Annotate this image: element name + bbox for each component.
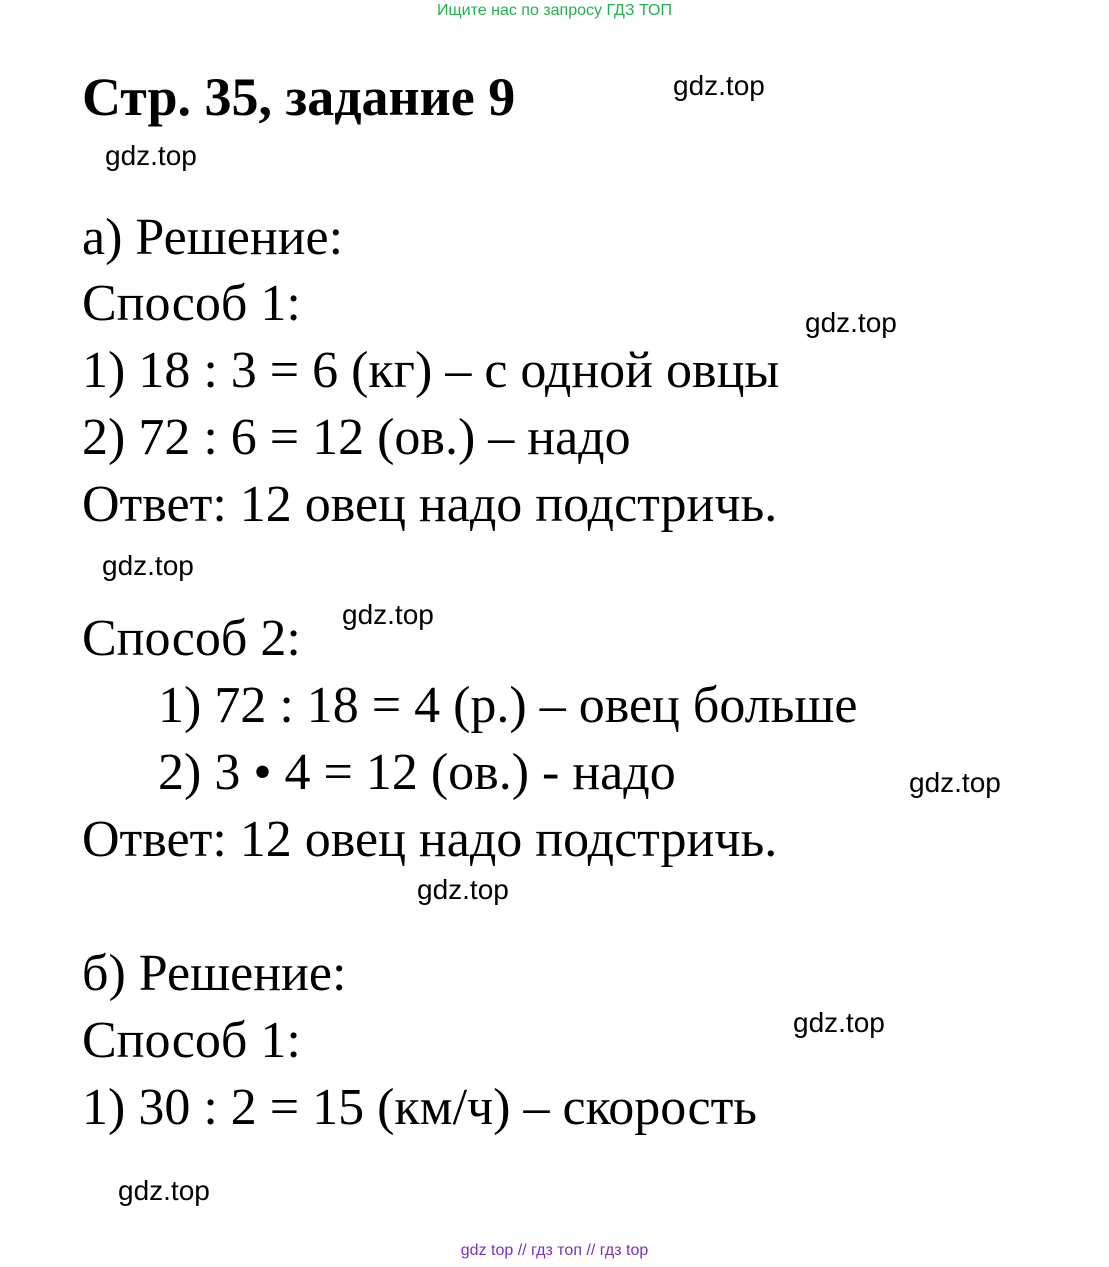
- section-a-method1-label: Способ 1:: [82, 275, 301, 332]
- section-b-method1-label: Способ 1:: [82, 1012, 301, 1069]
- section-a-method2-step1: 1) 72 : 18 = 4 (р.) – овец больше: [158, 677, 858, 734]
- section-a-method1-step1: 1) 18 : 3 = 6 (кг) – с одной овцы: [82, 342, 780, 399]
- section-a-method1-answer: Ответ: 12 овец надо подстричь.: [82, 476, 778, 533]
- watermark: gdz.top: [805, 307, 897, 338]
- watermark: gdz.top: [417, 874, 509, 905]
- watermark: gdz.top: [673, 70, 765, 101]
- watermark: gdz.top: [118, 1175, 210, 1206]
- watermark: gdz.top: [909, 767, 1001, 798]
- section-a-method2-step2: 2) 3 • 4 = 12 (ов.) - надо: [158, 744, 676, 801]
- watermark: gdz.top: [105, 140, 197, 171]
- page-title: Стр. 35, задание 9: [82, 67, 516, 127]
- watermark: gdz.top: [102, 550, 194, 581]
- section-a-method2-label: Способ 2:: [82, 610, 301, 667]
- section-a-method1-step2: 2) 72 : 6 = 12 (ов.) – надо: [82, 409, 631, 466]
- watermark: gdz.top: [342, 599, 434, 630]
- section-b-heading: б) Решение:: [82, 945, 347, 1002]
- header-note: Ищите нас по запросу ГДЗ ТОП: [437, 2, 672, 19]
- section-a-heading: а) Решение:: [82, 209, 344, 266]
- section-a-method2-answer: Ответ: 12 овец надо подстричь.: [82, 811, 778, 868]
- watermark: gdz.top: [793, 1007, 885, 1038]
- footer-links: gdz top // гдз топ // гдз top: [460, 1242, 649, 1259]
- section-b-method1-step1: 1) 30 : 2 = 15 (км/ч) – скорость: [82, 1079, 758, 1136]
